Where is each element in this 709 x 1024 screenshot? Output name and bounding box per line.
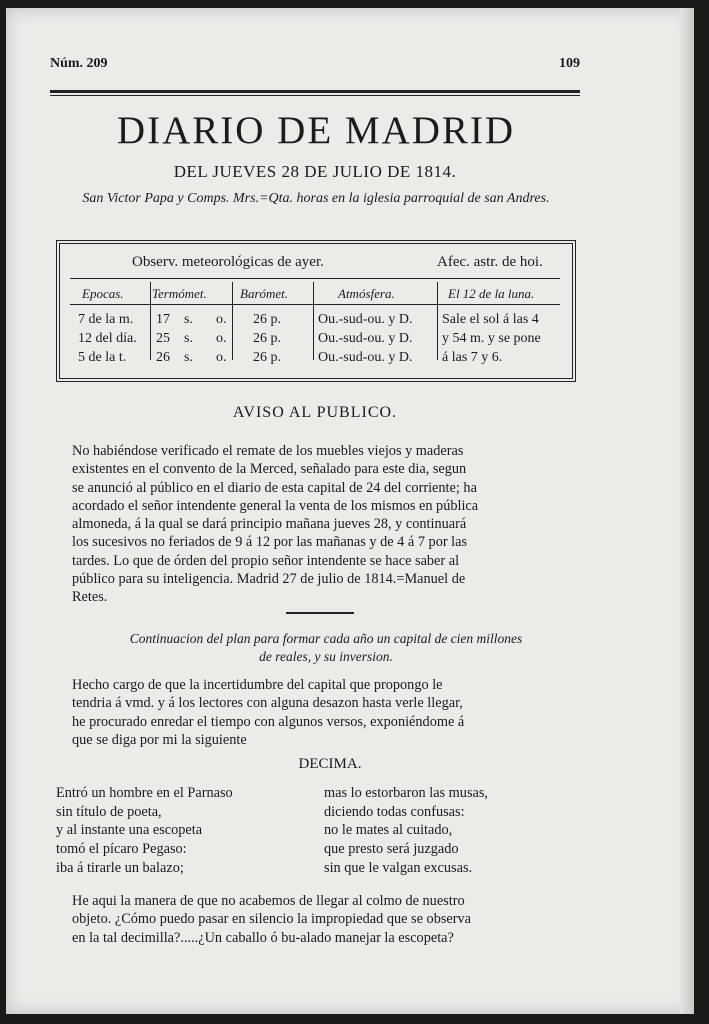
continuacion-line: he procurado enredar el tiempo con algunos versos, exponiéndome á <box>72 713 465 730</box>
cell-luna: y 54 m. y se pone <box>442 331 541 346</box>
section-divider <box>286 612 354 614</box>
aviso-line: se anunció al público en el diario de esta capital de 24 del corriente; ha <box>72 479 477 496</box>
weather-row <box>70 310 560 329</box>
cell-epoca: 5 de la t. <box>78 350 127 365</box>
weather-rows <box>70 310 560 367</box>
weather-rule <box>70 278 560 279</box>
masthead-title: DIARIO DE MADRID <box>116 109 516 152</box>
issue-date: DEL JUEVES 28 DE JULIO DE 1814. <box>173 162 457 181</box>
cell-temp-dir: o. <box>216 312 227 327</box>
verse-line: mas lo estorbaron las musas, <box>324 785 488 801</box>
cell-atmos: Ou.-sud-ou. y D. <box>318 331 413 346</box>
verse-line: no le mates al cuitado, <box>324 822 453 839</box>
verse-line: diciendo todas confusas: <box>324 803 465 820</box>
cell-temp-unit: s. <box>184 350 193 365</box>
decima-title: DECIMA. <box>298 756 362 772</box>
cell-temp: 17 <box>156 312 170 327</box>
continuacion-line: que se diga por mi la siguiente <box>72 731 247 748</box>
saint-of-day: San Victor Papa y Comps. Mrs.=Qta. horas en la iglesia parroquial de san Andres. <box>82 191 550 206</box>
verse-line: Entró un hombre en el Parnaso <box>56 785 233 801</box>
cell-temp: 25 <box>156 331 170 346</box>
verse-line: iba á tirarle un balazo; <box>56 859 184 876</box>
col-termometro: Termómet. <box>152 286 207 301</box>
closing-paragraph <box>54 892 581 947</box>
continuacion-line: tendria á vmd. y á los lectores con alguna desazon hasta verle llegar, <box>72 695 463 712</box>
weather-heading-obs: Observ. meteorológicas de ayer. <box>132 254 324 270</box>
header-rule <box>50 90 580 93</box>
verse-line: sin título de poeta, <box>56 803 162 820</box>
aviso-line: No habiéndose verificado el remate de los muebles viejos y maderas <box>72 443 464 459</box>
cell-temp-dir: o. <box>216 350 227 365</box>
continuacion-title-line: Continuacion del plan para formar cada año un capital de cien millones <box>129 631 523 646</box>
aviso-line: los sucesivos no feriados de 9 á 12 por las mañanas y de 4 á 7 por las <box>72 534 468 551</box>
newspaper-page <box>6 8 694 1014</box>
page-number: 109 <box>559 56 580 71</box>
cell-temp-unit: s. <box>184 331 193 346</box>
cell-temp: 26 <box>156 350 170 365</box>
cell-baro: 26 p. <box>253 350 281 365</box>
cell-epoca: 12 del día. <box>78 331 137 346</box>
weather-table <box>56 240 576 382</box>
verse-left <box>56 784 316 878</box>
cell-luna: Sale el sol á las 4 <box>442 312 539 327</box>
cell-luna: á las 7 y 6. <box>442 350 503 365</box>
col-luna: El 12 de la luna. <box>448 286 535 301</box>
cell-atmos: Ou.-sud-ou. y D. <box>318 312 413 327</box>
col-atmosfera: Atmósfera. <box>338 286 395 301</box>
cell-epoca: 7 de la m. <box>78 312 134 327</box>
cell-baro: 26 p. <box>253 331 281 346</box>
aviso-line: público para su inteligencia. Madrid 27 de julio de 1814.=Manuel de <box>72 571 466 588</box>
cell-atmos: Ou.-sud-ou. y D. <box>318 350 413 365</box>
continuacion-line: Hecho cargo de que la incertidumbre del capital que propongo le <box>72 677 443 693</box>
verse-line: tomó el pícaro Pegaso: <box>56 841 187 858</box>
header-rule-thin <box>50 95 580 96</box>
cell-baro: 26 p. <box>253 312 281 327</box>
col-epocas: Epocas. <box>82 286 124 301</box>
continuacion-paragraph <box>54 676 581 749</box>
aviso-title: AVISO AL PUBLICO. <box>232 404 398 421</box>
closing-line: objeto. ¿Cómo puedo pasar en silencio la impropiedad que se observa <box>72 911 472 928</box>
weather-rule-cols <box>70 304 560 305</box>
cell-temp-unit: s. <box>184 312 193 327</box>
closing-line: en la tal decimilla?.....¿Un caballo ó bu-alado manejar la escopeta? <box>72 929 454 946</box>
verse-line: que presto será juzgado <box>324 841 459 858</box>
continuacion-title-line: de reales, y su inversion. <box>259 649 393 664</box>
closing-line: He aqui la manera de que no acabemos de llegar al colmo de nuestro <box>72 893 465 909</box>
aviso-line: almoneda, á la qual se dará principio mañana jueves 28, y continuará <box>72 516 467 533</box>
verse-right <box>324 784 584 878</box>
verse-line: y al instante una escopeta <box>56 822 203 839</box>
cell-temp-dir: o. <box>216 331 227 346</box>
weather-row <box>70 329 560 348</box>
aviso-line: acordado el señor intendente general la venta de los mismos en pública <box>72 497 479 514</box>
aviso-paragraph <box>54 442 581 607</box>
aviso-line: tardes. Lo que de órden del propio señor intendente se hace saber al <box>72 552 460 569</box>
col-barometro: Barómet. <box>240 286 289 301</box>
aviso-line: Retes. <box>72 589 108 606</box>
verse-line: sin que le valgan excusas. <box>324 859 473 876</box>
continuacion-title <box>66 630 586 666</box>
weather-heading-astr: Afec. astr. de hoi. <box>437 254 543 270</box>
weather-row <box>70 348 560 367</box>
page-edge <box>680 8 694 1014</box>
aviso-line: existentes en el convento de la Merced, señalado para este dia, segun <box>72 461 467 478</box>
issue-number: Núm. 209 <box>50 56 108 71</box>
